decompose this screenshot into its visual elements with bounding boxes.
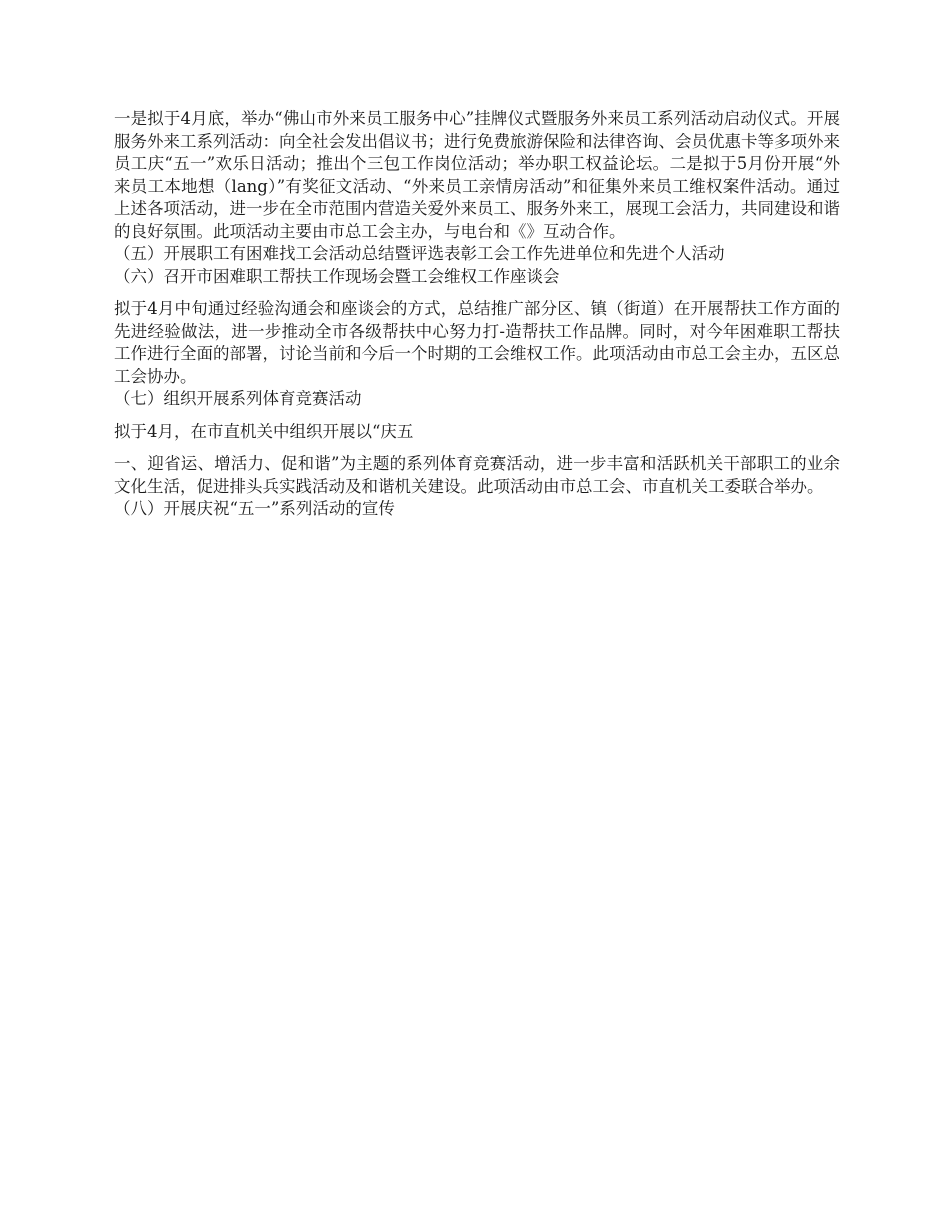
heading-section-8: （八）开展庆祝“五一”系列活动的宣传 bbox=[114, 499, 395, 518]
heading-section-6: （六）召开市困难职工帮扶工作现场会暨工会维权工作座谈会 bbox=[114, 266, 560, 286]
paragraph-migrant-worker-activities: 一是拟于4月底，举办“佛山市外来员工服务中心”挂牌仪式暨服务外来员工系列活动启动仪式。开展服务外来工系列活动：向全社会发出倡议书；进行免费旅游保险和法律咨询、会员优惠卡等多项外来员工庆“五一”欢乐日活动；推出个三包工作岗位活动；举办职工权益论坛。二是拟于5月份开展“外来员工本地想（lang）”有奖征文活动、“外来员工亲情房活动”和征集外来员工维权案件活动。通过上述各项活动，进一步在全市范围内营造关爱外来员工、服务外来工，展现工会活力，共同建设和谐的良好氛围。此项活动主要由市总工会主办，与电台和《》互动合作。 bbox=[114, 109, 840, 241]
heading-section-5: （五）开展职工有困难找工会活动总结暨评选表彰工会工作先进单位和先进个人活动 bbox=[114, 244, 725, 263]
paragraph-assistance-meeting: 拟于4月中旬通过经验沟通会和座谈会的方式，总结推广部分区、镇（街道）在开展帮扶工作方面的先进经验做法，进一步推动全市各级帮扶中心努力打-造帮扶工作品牌。同时，对今年困难职工帮扶工作进行全面的部署，讨论当前和今后一个时期的工会维权工作。此项活动由市总工会主办，五区总工会协办。 bbox=[114, 299, 840, 386]
heading-section-7: （七）组织开展系列体育竞赛活动 bbox=[114, 389, 362, 408]
document-page bbox=[114, 108, 840, 521]
paragraph-sports-intro: 拟于4月，在市直机关中组织开展以“庆五 bbox=[114, 421, 414, 441]
paragraph-sports-details: 一、迎省运、增活力、促和谐”为主题的系列体育竞赛活动，进一步丰富和活跃机关干部职工的业余文化生活，促进排头兵实践活动及和谐机关建设。此项活动由市总工会、市直机关工委联合举办。 bbox=[114, 454, 840, 496]
